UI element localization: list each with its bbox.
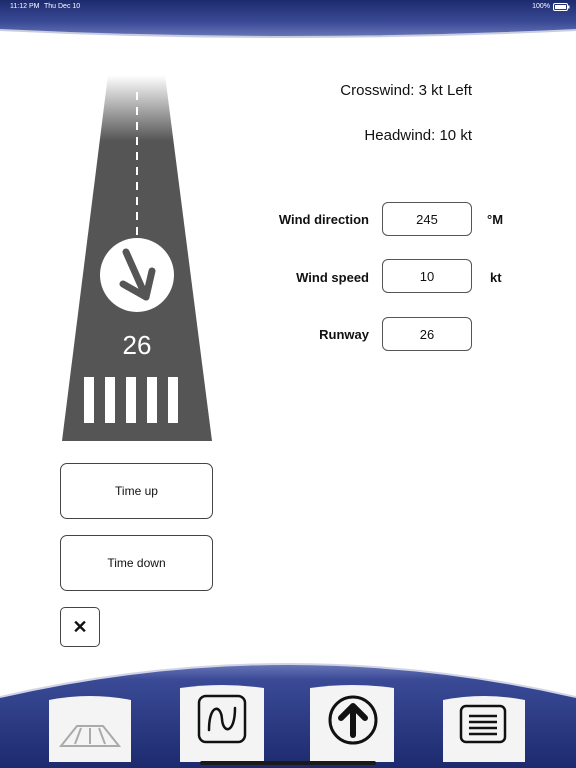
wind-speed-input[interactable] — [382, 259, 472, 293]
up-arrow-tab[interactable] — [307, 682, 397, 762]
crosswind-result: Crosswind: 3 kt Left — [340, 82, 472, 99]
home-indicator — [200, 761, 376, 765]
runway-tab[interactable] — [45, 690, 135, 762]
curve-tab[interactable] — [177, 682, 267, 762]
time-down-button[interactable]: Time down — [60, 535, 213, 591]
battery-icon — [553, 3, 570, 11]
close-button[interactable]: ✕ — [60, 607, 100, 647]
runway-number: 26 — [122, 330, 152, 360]
status-battery-level: 100% — [532, 3, 550, 10]
wind-direction-label: Wind direction — [278, 212, 369, 227]
status-time: 11:12 PM — [10, 3, 40, 10]
wind-speed-unit: kt — [490, 270, 502, 285]
runway-graphic — [55, 62, 220, 447]
wind-direction-unit: °M — [487, 212, 504, 227]
wind-direction-input[interactable] — [382, 202, 472, 236]
wind-speed-label: Wind speed — [296, 270, 369, 285]
time-up-button[interactable]: Time up — [60, 463, 213, 519]
list-tab[interactable] — [439, 690, 529, 762]
headwind-result: Headwind: 10 kt — [364, 127, 472, 144]
runway-input[interactable] — [382, 317, 472, 351]
runway-label: Runway — [319, 327, 369, 342]
status-date: Thu Dec 10 — [44, 3, 81, 10]
status-bar — [0, 0, 576, 14]
